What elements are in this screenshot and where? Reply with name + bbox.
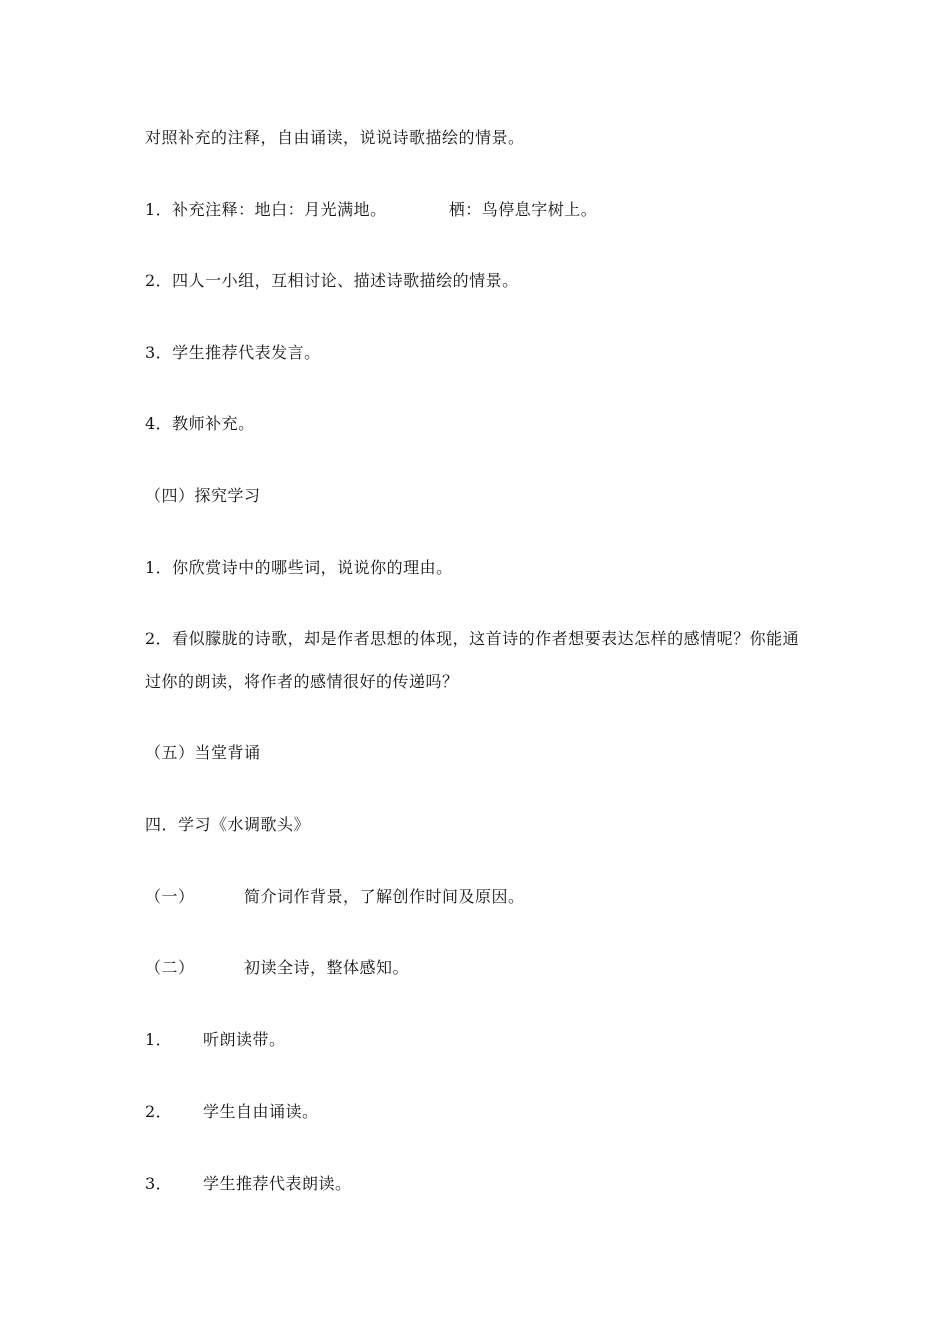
step-2-line: 2．四人一小组，互相讨论、描述诗歌描绘的情景。 — [145, 271, 519, 290]
section-heading-inquiry: （四）探究学习 — [145, 486, 261, 505]
part-2-number: （二） — [145, 958, 195, 977]
question-2-line: 2．看似朦胧的诗歌，却是作者思想的体现，这首诗的作者想要表达怎样的感情呢？你能通 — [145, 629, 800, 648]
step-1-annotation: 1．补充注释：地白：月光满地。 — [145, 200, 387, 219]
list-item-1-number: 1． — [145, 1030, 173, 1049]
list-item-1-text: 听朗读带。 — [203, 1030, 286, 1049]
step-1-line — [145, 200, 597, 220]
list-item-2 — [145, 1102, 319, 1122]
part-2-line — [145, 958, 409, 978]
list-item-1 — [145, 1030, 286, 1050]
part-1-text: 简介词作背景，了解创作时间及原因。 — [244, 887, 525, 906]
section-heading-shuidiao-getou: 四．学习《水调歌头》 — [145, 815, 311, 834]
list-item-3 — [145, 1174, 352, 1194]
question-2-continued: 过你的朗读，将作者的感情很好的传递吗？ — [145, 672, 459, 691]
part-1-number: （一） — [145, 887, 195, 906]
question-1-line: 1．你欣赏诗中的哪些词，说说你的理由。 — [145, 558, 453, 577]
part-1-line — [145, 887, 525, 907]
list-item-2-text: 学生自由诵读。 — [203, 1102, 319, 1121]
section-heading-recitation: （五）当堂背诵 — [145, 743, 261, 762]
step-1-annotation-second: 栖：鸟停息字树上。 — [448, 200, 598, 219]
list-item-2-number: 2． — [145, 1102, 173, 1121]
step-3-line: 3．学生推荐代表发言。 — [145, 343, 321, 362]
part-2-text: 初读全诗，整体感知。 — [244, 958, 410, 977]
list-item-3-text: 学生推荐代表朗读。 — [203, 1174, 352, 1193]
step-4-line: 4．教师补充。 — [145, 414, 255, 433]
list-item-3-number: 3． — [145, 1174, 173, 1193]
intro-line: 对照补充的注释，自由诵读，说说诗歌描绘的情景。 — [145, 128, 525, 147]
